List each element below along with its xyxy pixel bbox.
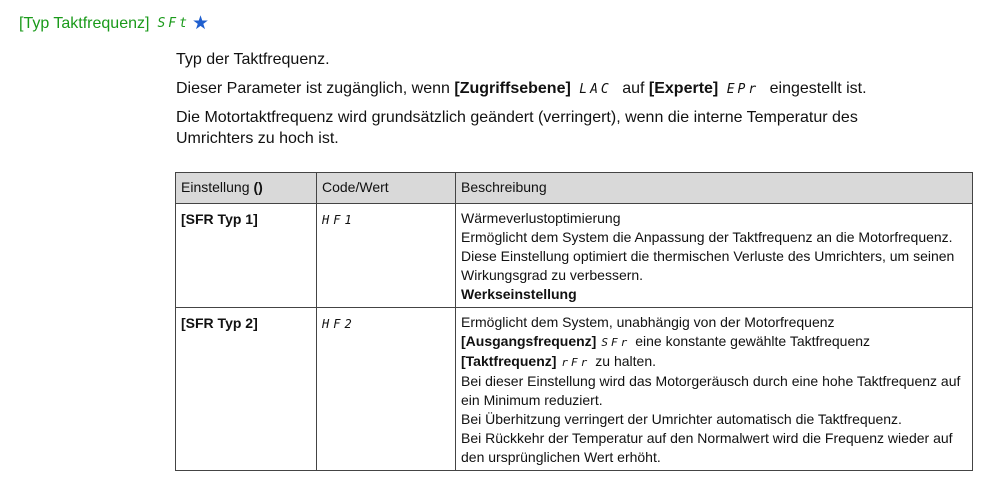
setting-cell: [SFR Typ 1] — [176, 204, 317, 308]
output-frequency-code: SFr — [601, 336, 631, 349]
header-description: Beschreibung — [456, 173, 973, 204]
factory-setting-label: Werkseinstellung — [461, 286, 577, 302]
parameter-title: [Typ Taktfrequenz] — [19, 14, 150, 32]
access-level-label: [Zugriffsebene] — [454, 80, 571, 97]
description-cell — [456, 308, 973, 471]
parameter-heading — [19, 14, 209, 33]
parameter-code: SFt — [157, 16, 190, 31]
description-line: Bei Rückkehr der Temperatur auf den Normalwert wird die Frequenz wieder auf den ursprünglichen Wert erhöht. — [461, 430, 953, 465]
table-header-row — [176, 173, 973, 204]
table-row — [176, 308, 973, 471]
header-code: Code/Wert — [317, 173, 456, 204]
header-setting-label: Einstellung — [181, 179, 250, 195]
setting-cell: [SFR Typ 2] — [176, 308, 317, 471]
switching-frequency-label: [Taktfrequenz] — [461, 353, 557, 369]
access-text-post: eingestellt ist. — [765, 80, 867, 97]
access-level-code: LAC — [579, 82, 612, 97]
description-line: Typ der Taktfrequenz. — [176, 51, 330, 68]
header-setting — [176, 173, 317, 204]
access-text-pre: Dieser Parameter ist zugänglich, wenn — [176, 80, 455, 97]
brackets-icon: () — [253, 179, 263, 195]
expert-code: EPr — [726, 82, 760, 97]
expert-label: [Experte] — [648, 80, 719, 97]
code-cell — [317, 204, 456, 308]
description-line: Bei dieser Einstellung wird das Motorgeräusch durch eine hohe Taktfrequenz auf ein Minimum reduziert. — [461, 373, 961, 408]
note-paragraph: Die Motortaktfrequenz wird grundsätzlich geändert (verringert), wenn die interne Temperatur des Umrichters zu hoch ist. — [176, 109, 858, 147]
access-text-mid: auf — [617, 80, 649, 97]
settings-table — [175, 172, 973, 471]
description-text: zu halten. — [595, 353, 657, 369]
output-frequency-label: [Ausgangsfrequenz] — [461, 333, 597, 349]
table-row — [176, 204, 973, 308]
description-cell — [456, 204, 973, 308]
description-line — [461, 352, 967, 372]
description-line: Ermöglicht dem System, unabhängig von der Motorfrequenz — [461, 314, 835, 330]
code-value: HF2 — [322, 317, 356, 331]
code-value: HF1 — [322, 213, 356, 227]
description-text: eine konstante gewählte Taktfrequenz — [635, 333, 871, 349]
code-cell — [317, 308, 456, 471]
description-line — [461, 332, 967, 352]
switching-frequency-code: rFr — [561, 356, 591, 369]
description-line: Bei Überhitzung verringert der Umrichter automatisch die Taktfrequenz. — [461, 411, 902, 427]
star-icon: ★ — [191, 13, 209, 34]
access-condition — [176, 78, 867, 100]
description-line: Ermöglicht dem System die Anpassung der Taktfrequenz an die Motorfrequenz. Diese Einstellung optimiert die thermischen Verluste des Umrichters, um seinen Wirkungsgrad zu verbessern. — [461, 229, 955, 283]
description-line: Wärmeverlustoptimierung — [461, 210, 621, 226]
